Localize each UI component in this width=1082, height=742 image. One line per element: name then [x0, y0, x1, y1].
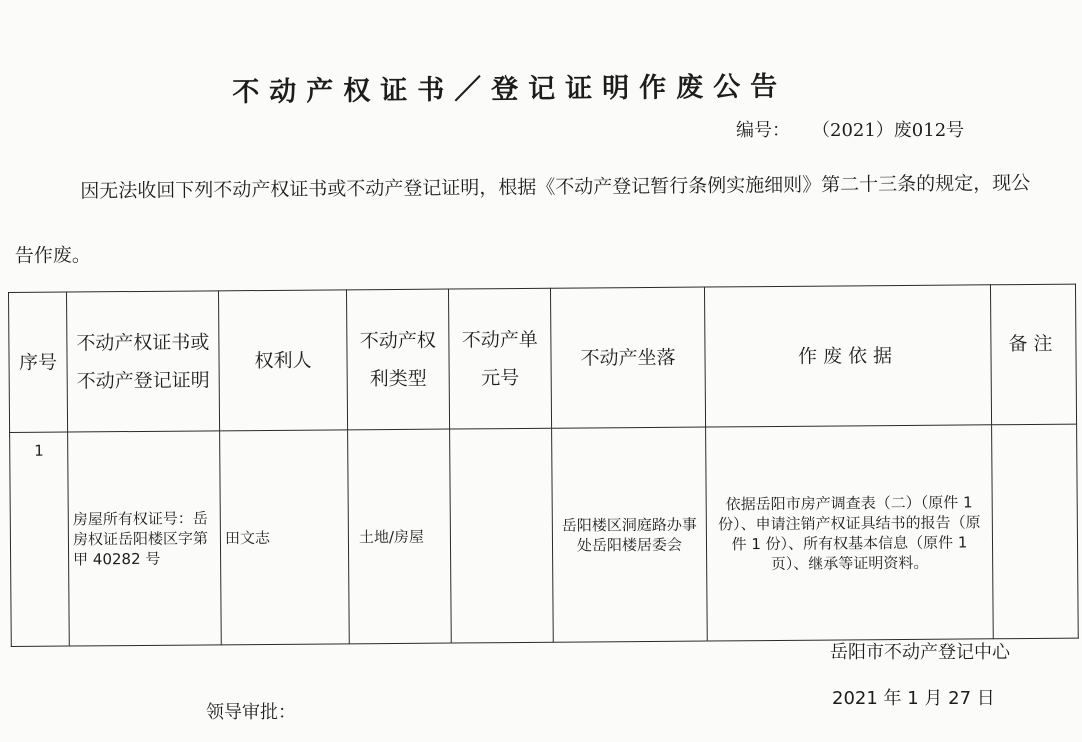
- header-seq: 序号: [9, 292, 68, 432]
- cell-remark: [992, 424, 1079, 639]
- cell-right-type: 土地/房屋: [348, 429, 452, 644]
- document-number-label: 编号：: [736, 120, 790, 141]
- header-owner: 权利人: [218, 290, 347, 431]
- cell-basis: 依据岳阳市房产调查表（二）（原件 1 份）、申请注销产权证具结书的报告（原件 1 份）、所有权基本信息（原件 1 页）、继承等证明资料。: [706, 425, 994, 641]
- cell-location: 岳阳楼区洞庭路办事处岳阳楼居委会: [552, 427, 708, 642]
- cell-seq: 1: [10, 432, 70, 646]
- header-basis: 作废依据: [704, 285, 991, 427]
- issue-date: 2021 年 1 月 27 日: [832, 688, 995, 709]
- header-remark: 备注: [990, 284, 1076, 425]
- table-row: [10, 424, 1079, 646]
- issuing-organization: 岳阳市不动产登记中心: [830, 642, 1010, 663]
- header-unit-number: 不动产单元号: [448, 288, 551, 429]
- cancellation-table: [8, 284, 1079, 647]
- notice-paragraph: 因无法收回下列不动产权证书或不动产登记证明，根据《不动产登记暂行条例实施细则》第二十三条的规定，现公告作废。: [14, 172, 1031, 267]
- document-number-value: （2021）废012号: [812, 120, 965, 141]
- header-right-type: 不动产权利类型: [346, 289, 449, 430]
- cell-unit-number: [450, 428, 554, 643]
- cancellation-table-container: [8, 284, 1078, 647]
- cell-certificate: 房屋所有权证号：岳房权证岳阳楼区字第甲 40282 号: [68, 431, 222, 646]
- cell-owner: 田文志: [220, 430, 350, 645]
- header-location: 不动产坐落: [550, 287, 705, 428]
- notice-title: 不动产权证书／登记证明作废公告: [232, 71, 788, 108]
- header-certificate: 不动产权证书或不动产登记证明: [67, 291, 220, 432]
- table-header-row: [9, 284, 1077, 432]
- leader-approval-label: 领导审批：: [206, 702, 296, 723]
- document-number: [736, 116, 964, 142]
